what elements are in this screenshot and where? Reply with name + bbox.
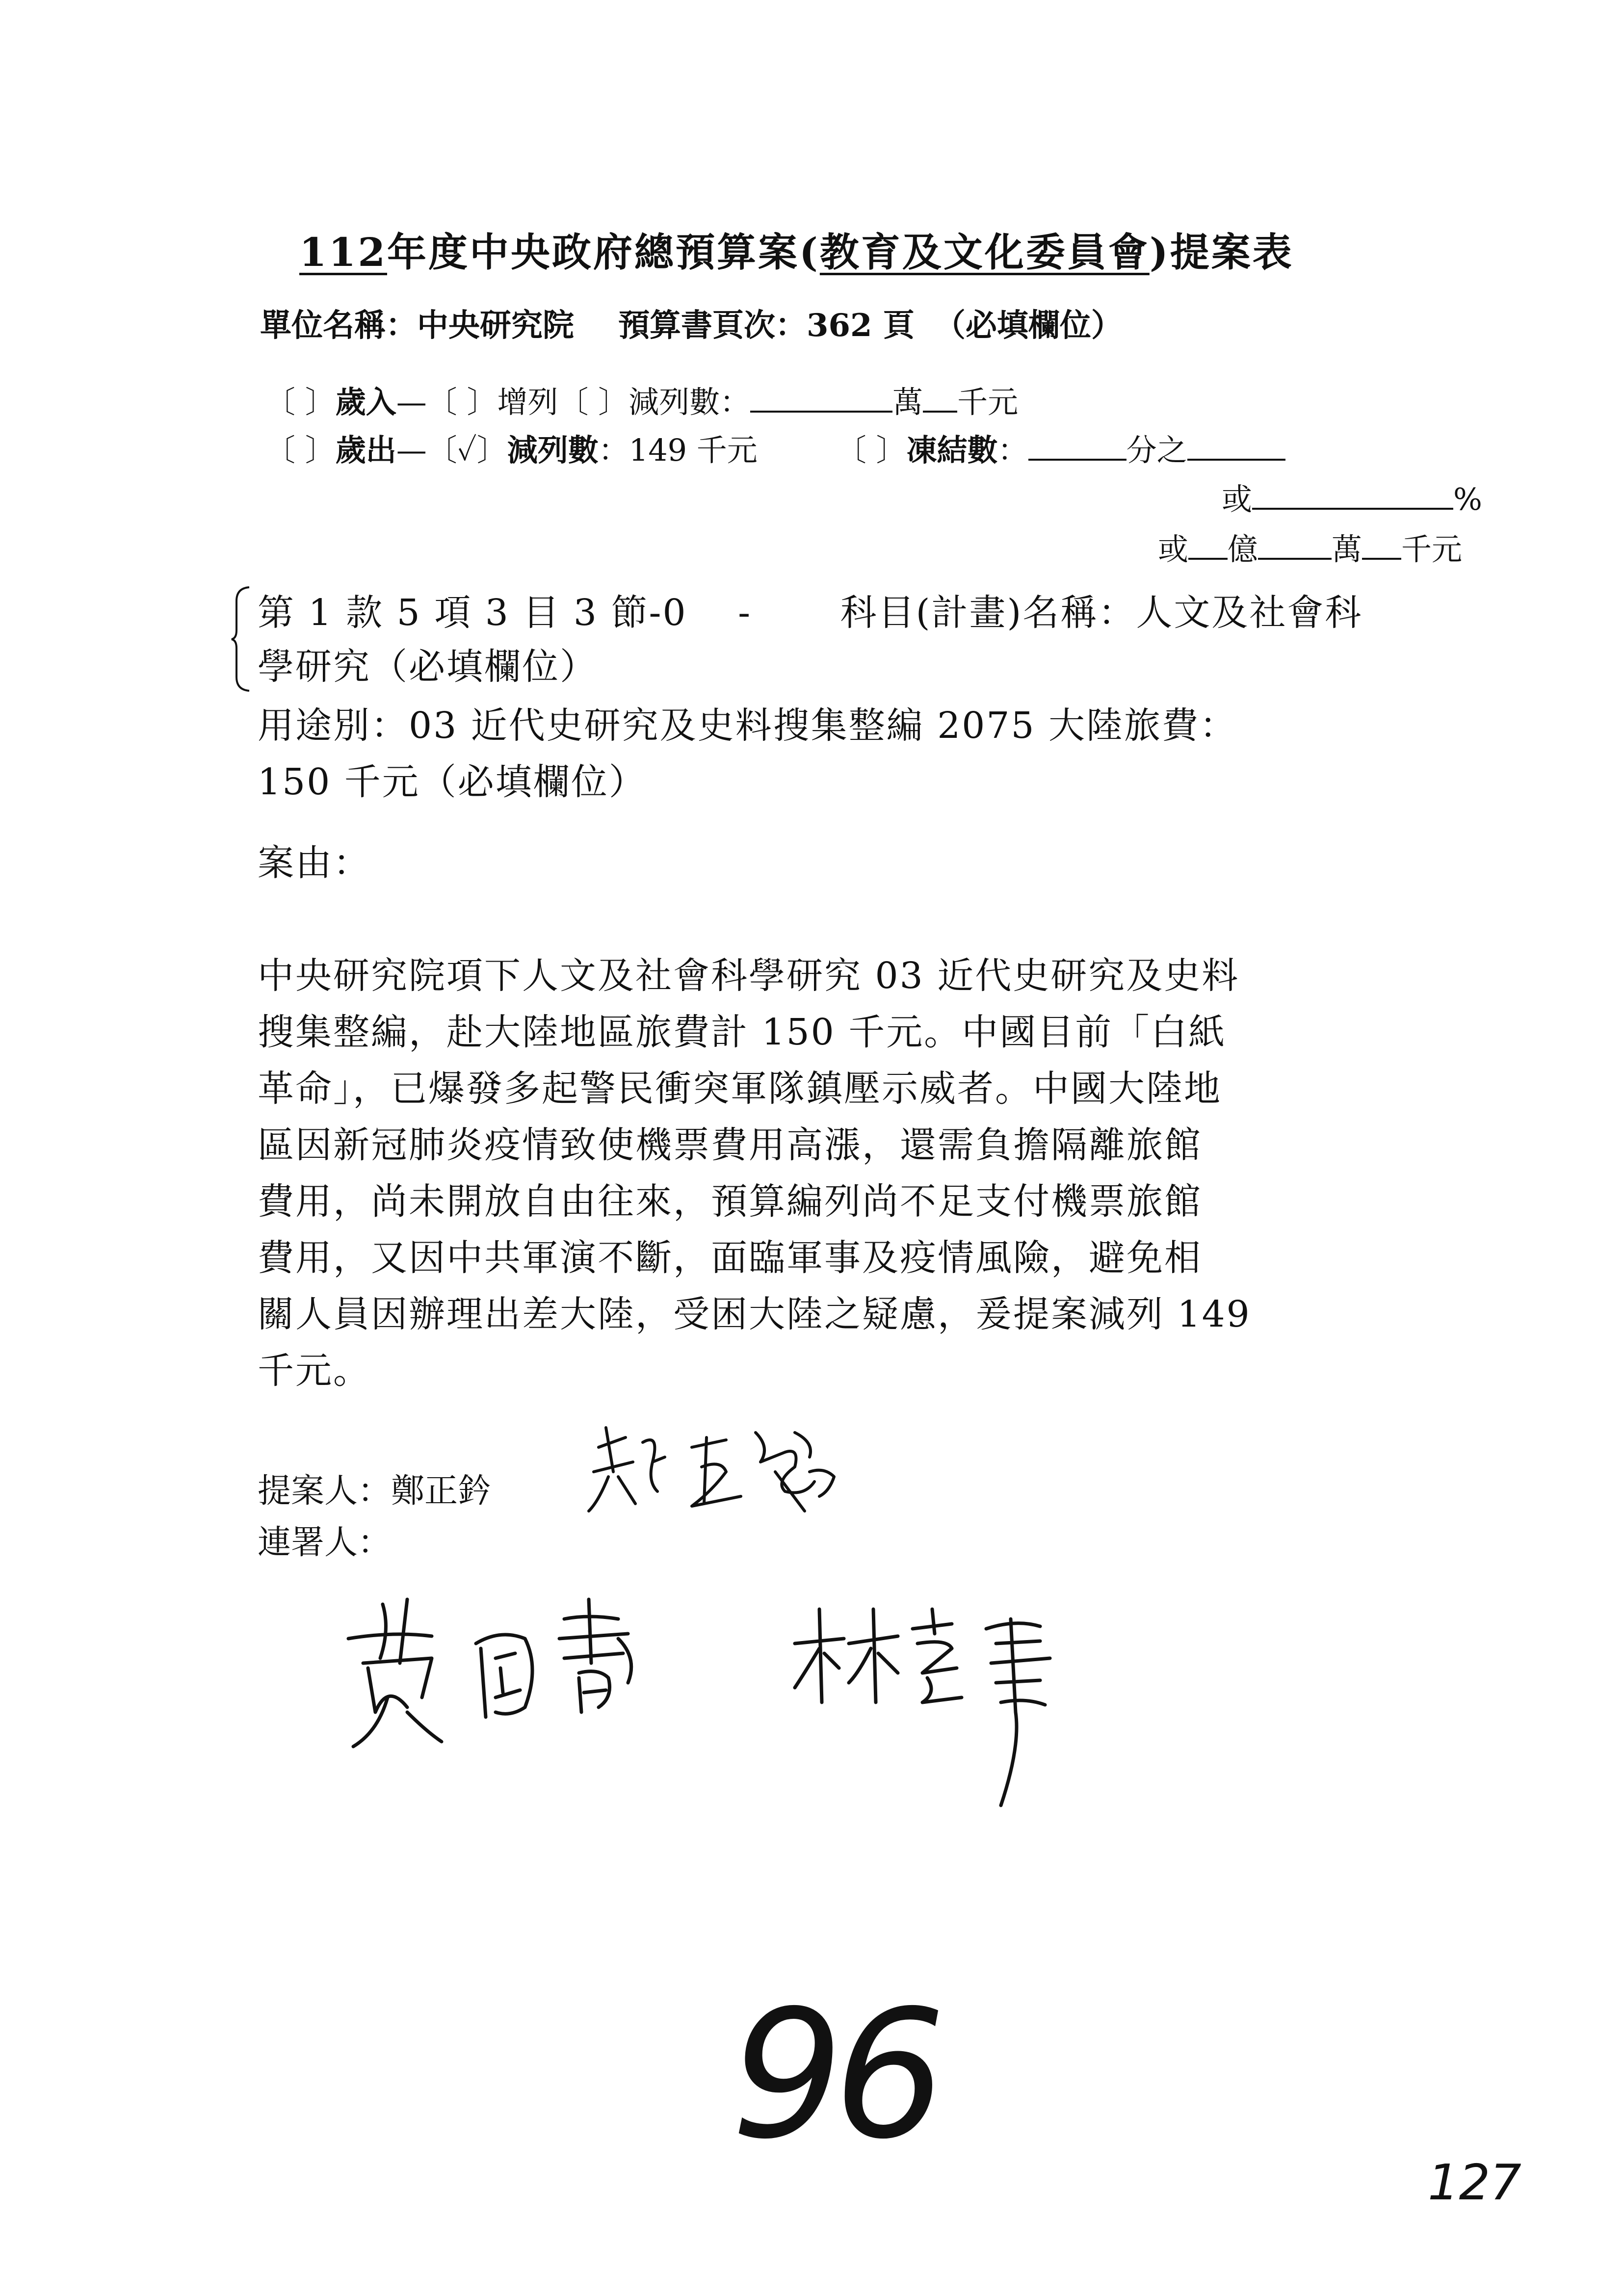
usage-line-1: 用途別：03 近代史研究及史料搜集整編 2075 大陸旅費： [258,704,1238,747]
item-line-1: 第 1 款 5 項 3 目 3 節-0 - 科目(計畫)名稱：人文及社會科 [258,592,1363,634]
reason-line: 搜集整編，赴大陸地區旅費計 150 千元。中國目前「白紙 [258,1011,1227,1053]
reason-line: 千元。 [258,1350,371,1392]
or-amount-row [1158,525,1462,569]
unit-name: 單位名稱：中央研究院 [260,307,574,344]
reason-label: 案由： [258,842,371,884]
or-percent-row [1222,475,1482,519]
cut-value: ：149 千元 [598,432,758,468]
percent-sign: % [1453,481,1482,517]
expenditure-row [265,426,1285,470]
freeze-colon: ： [997,432,1028,468]
wan-blank[interactable] [1258,530,1332,560]
revenue-qian: 千元 [957,384,1019,420]
freeze-checkbox[interactable]: 〔 〕 [836,432,907,468]
or-label-1: 或 [1222,481,1253,517]
form-title [299,221,1294,277]
freeze-label: 凍結數 [906,432,998,468]
revenue-qian-blank[interactable] [923,383,957,413]
qian-blank[interactable] [1362,530,1401,560]
freeze-denominator-blank[interactable] [1028,431,1126,461]
proposer-label: 提案人：鄭正鈐 [258,1472,492,1511]
revenue-options: —〔 〕增列〔 〕減列數： [396,384,751,420]
budget-page: 預算書頁次：362 頁 [618,307,915,344]
revenue-checkbox[interactable]: 〔 〕 [265,384,336,420]
freeze-numerator-blank[interactable] [1187,431,1285,461]
qian-label: 千元 [1401,531,1463,567]
expenditure-checkbox[interactable]: 〔 〕 [265,432,336,468]
reason-line: 革命」，已爆發多起警民衝突軍隊鎮壓示威者。中國大陸地 [258,1068,1222,1110]
revenue-row [265,378,1018,421]
cut-label: 減列數 [507,432,599,468]
cosigner-signature-2 [785,1599,1119,1835]
cut-checkbox[interactable]: —〔✓〕 [396,432,507,468]
item-line-2: 學研究（必填欄位） [258,646,598,688]
proposer-signature [579,1418,854,1526]
yi-label: 億 [1228,531,1258,567]
title-end: )提案表 [1149,229,1294,275]
required-note: （必填欄位） [934,307,1123,344]
unit-line [260,300,1123,345]
reason-line: 費用，尚未開放自由往來，預算編列尚不足支付機票旅館 [258,1180,1202,1223]
page-number: 96 [731,1972,937,2178]
cosigners-label: 連署人： [258,1523,392,1562]
reason-line: 中央研究院項下人文及社會科學研究 03 近代史研究及史料 [258,955,1240,997]
reason-line: 關人員因辦理出差大陸，受困大陸之疑慮，爰提案減列 149 [258,1293,1251,1335]
fenzhi: 分之 [1126,432,1187,468]
or-label-2: 或 [1158,531,1189,567]
title-middle: 年度中央政府總預算案( [387,229,820,275]
title-committee: 教育及文化委員會 [819,229,1150,275]
corner-number: 127 [1428,2154,1521,2211]
usage-line-2: 150 千元（必填欄位） [258,761,647,803]
revenue-wan: 萬 [892,384,923,420]
revenue-label: 歲入 [335,384,396,420]
title-year: 112 [299,229,387,275]
yi-blank[interactable] [1188,530,1228,560]
revenue-amount-blank[interactable] [750,383,892,413]
bracket-icon [231,586,250,692]
reason-line: 費用，又因中共軍演不斷，面臨軍事及疫情風險，避免相 [258,1237,1202,1279]
expenditure-label: 歲出 [335,432,396,468]
cosigner-signature-1 [334,1585,736,1761]
wan-label: 萬 [1332,531,1362,567]
percent-blank[interactable] [1252,480,1453,510]
reason-line: 區因新冠肺炎疫情致使機票費用高漲，還需負擔隔離旅館 [258,1124,1202,1166]
